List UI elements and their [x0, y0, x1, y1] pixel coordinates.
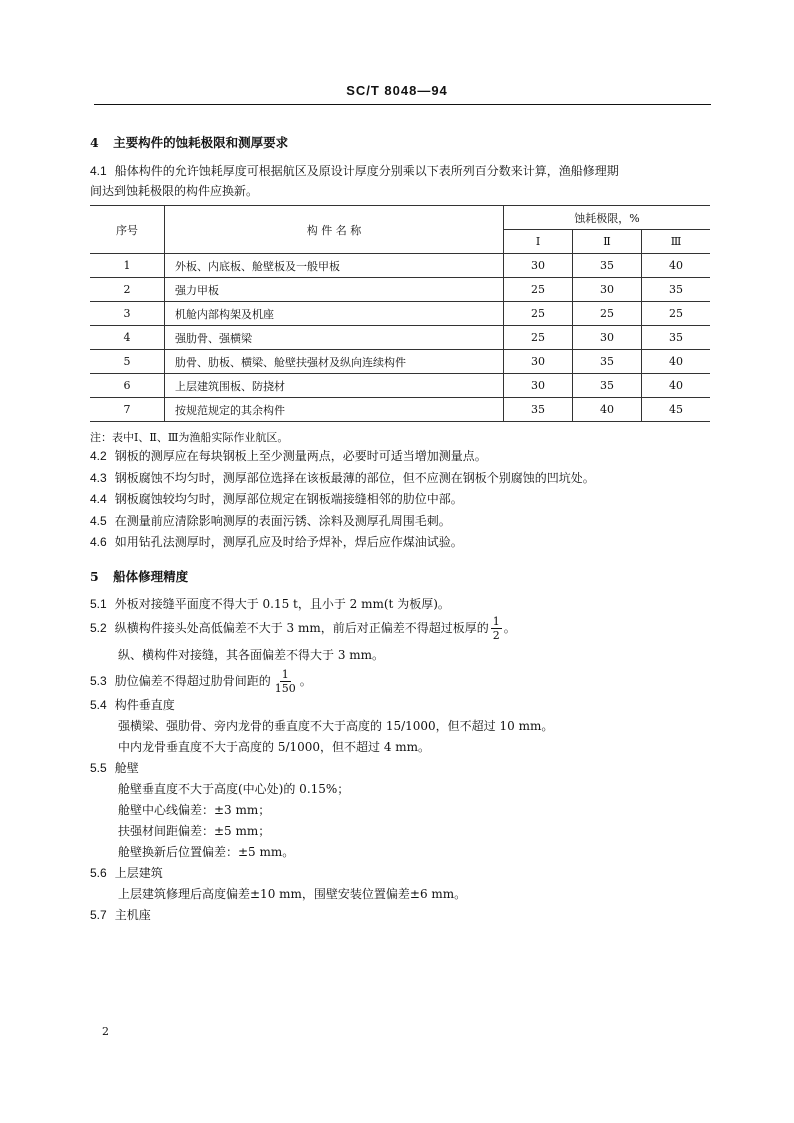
para-4-4 [90, 489, 463, 509]
table-cell-value: 25 [642, 302, 711, 326]
table-cell-name: 强力甲板 [165, 278, 504, 302]
header-rule [94, 104, 711, 105]
table-header-zone-1: Ⅰ [504, 230, 573, 254]
table-cell-seq: 3 [90, 302, 165, 326]
para-number: 4.2 [90, 449, 107, 463]
para-5-4-heading [90, 695, 175, 715]
para-5-6-heading [90, 863, 163, 883]
para-5-6-line1: 上层建筑修理后高度偏差±10 mm，围壁安装位置偏差±6 mm。 [118, 887, 467, 901]
para-4-1-text: 船体构件的允许蚀耗厚度可根据航区及原设计厚度分别乘以下表所列百分数来计算，渔船修理期 [114, 164, 619, 178]
table-cell-value: 30 [573, 278, 642, 302]
fraction-denominator: 150 [274, 682, 296, 695]
table-cell-value: 40 [573, 398, 642, 422]
table-cell-value: 30 [504, 350, 573, 374]
fraction-numerator: 1 [492, 615, 500, 628]
table-header-name: 构 件 名 称 [165, 206, 504, 254]
section-4-heading [90, 133, 288, 151]
section-5-heading [90, 567, 188, 585]
para-5-5-line3: 扶强材间距偏差：±5 mm； [118, 824, 271, 838]
table-row [90, 398, 710, 422]
para-text: 钢板腐蚀不均匀时，测厚部位选择在该板最薄的部位，但不应测在钢板个别腐蚀的凹坑处。 [114, 471, 595, 485]
table-cell-value: 30 [504, 254, 573, 278]
para-5-5-heading [90, 758, 139, 778]
table-cell-value: 35 [573, 350, 642, 374]
table-note: 注：表中Ⅰ、Ⅱ、Ⅲ为渔船实际作业航区。 [90, 431, 289, 444]
table-row [90, 326, 710, 350]
para-number: 4.4 [90, 492, 107, 506]
table-cell-name: 按规范规定的其余构件 [165, 398, 504, 422]
para-5-5-line1: 舱壁垂直度不大于高度(中心处)的 0.15%； [118, 782, 350, 796]
para-text: 钢板的测厚应在每块钢板上至少测量两点，必要时可适当增加测量点。 [114, 449, 487, 463]
doc-header: SC/T 8048—94 [346, 83, 448, 98]
para-4-1-line1 [90, 161, 619, 181]
table-cell-value: 35 [642, 278, 711, 302]
table-header-zone-3: Ⅲ [642, 230, 711, 254]
para-5-4-line1: 强横梁、强肋骨、旁内龙骨的垂直度不大于高度的 15/1000，但不超过 10 mm。 [118, 719, 554, 733]
para-text: 肋位偏差不得超过肋骨间距的 [114, 674, 271, 688]
para-5-5-line4: 舱壁换新后位置偏差：±5 mm。 [118, 845, 295, 859]
section-5-number: 5 [90, 569, 99, 584]
table-cell-value: 35 [573, 374, 642, 398]
para-4-5 [90, 511, 451, 531]
table-cell-value: 35 [573, 254, 642, 278]
fraction-one-150 [273, 669, 298, 694]
table-cell-value: 40 [642, 254, 711, 278]
table-header-zone-2: Ⅱ [573, 230, 642, 254]
para-number: 5.4 [90, 698, 107, 712]
table-cell-name: 肋骨、肋板、横梁、舱壁扶强材及纵向连续构件 [165, 350, 504, 374]
table-cell-seq: 2 [90, 278, 165, 302]
para-number: 5.1 [90, 597, 107, 611]
para-title: 舱壁 [114, 761, 139, 775]
para-text: 钢板腐蚀较均匀时，测厚部位规定在钢板端接缝相邻的肋位中部。 [114, 492, 463, 506]
para-5-4-line2: 中内龙骨垂直度不大于高度的 5/1000，但不超过 4 mm。 [118, 740, 431, 754]
table-row [90, 254, 710, 278]
table-cell-value: 25 [573, 302, 642, 326]
table-row [90, 302, 710, 326]
table-cell-value: 25 [504, 278, 573, 302]
table-cell-seq: 7 [90, 398, 165, 422]
table-cell-seq: 4 [90, 326, 165, 350]
fraction-denominator: 2 [492, 629, 500, 642]
section-5-title: 船体修理精度 [113, 569, 189, 584]
table-cell-seq: 5 [90, 350, 165, 374]
fraction-half [491, 616, 502, 641]
para-number: 4.5 [90, 514, 107, 528]
section-4-title: 主要构件的蚀耗极限和测厚要求 [113, 135, 289, 150]
para-text: 在测量前应清除影响测厚的表面污锈、涂料及测厚孔周围毛刺。 [114, 514, 451, 528]
para-end: 。 [299, 674, 312, 688]
table-row [90, 350, 710, 374]
table-cell-value: 45 [642, 398, 711, 422]
para-4-6 [90, 532, 463, 552]
fraction-numerator: 1 [281, 668, 289, 681]
table-cell-value: 35 [504, 398, 573, 422]
para-title: 构件垂直度 [114, 698, 175, 712]
para-5-5-line2: 舱壁中心线偏差：±3 mm； [118, 803, 271, 817]
table-cell-seq: 6 [90, 374, 165, 398]
para-number: 5.3 [90, 674, 107, 688]
para-5-3 [90, 668, 312, 694]
table-cell-value: 25 [504, 326, 573, 350]
para-number: 5.7 [90, 908, 107, 922]
para-5-2 [90, 616, 516, 641]
table-cell-name: 上层建筑围板、防挠材 [165, 374, 504, 398]
table-cell-value: 40 [642, 350, 711, 374]
para-title: 主机座 [114, 908, 151, 922]
table-cell-value: 30 [504, 374, 573, 398]
table-cell-name: 强肋骨、强横梁 [165, 326, 504, 350]
para-4-1-number: 4.1 [90, 164, 107, 178]
para-number: 4.3 [90, 471, 107, 485]
para-number: 4.6 [90, 535, 107, 549]
para-5-1 [90, 594, 450, 614]
para-4-1-line2: 间达到蚀耗极限的构件应换新。 [90, 184, 259, 198]
para-number: 5.6 [90, 866, 107, 880]
para-5-2-line2: 纵、横构件对接缝，其各面偏差不得大于 3 mm。 [118, 648, 385, 662]
table-row [90, 278, 710, 302]
para-4-2 [90, 446, 487, 466]
para-4-3 [90, 468, 595, 488]
para-text: 纵横构件接头处高低偏差不大于 3 mm，前后对正偏差不得超过板厚的 [114, 621, 489, 635]
table-header-limit: 蚀耗极限，% [504, 206, 711, 230]
table-cell-name: 机舱内部构架及机座 [165, 302, 504, 326]
para-number: 5.5 [90, 761, 107, 775]
para-5-7-heading [90, 905, 151, 925]
para-number: 5.2 [90, 621, 107, 635]
table-cell-value: 40 [642, 374, 711, 398]
table-cell-name: 外板、内底板、舱壁板及一般甲板 [165, 254, 504, 278]
table-cell-seq: 1 [90, 254, 165, 278]
para-text: 如用钻孔法测厚时，测厚孔应及时给予焊补，焊后应作煤油试验。 [114, 535, 463, 549]
section-4-number: 4 [90, 135, 99, 150]
table-row [90, 374, 710, 398]
table-cell-value: 30 [573, 326, 642, 350]
page-number: 2 [102, 1025, 109, 1038]
para-text: 外板对接缝平面度不得大于 0.15 t，且小于 2 mm(t 为板厚)。 [114, 597, 450, 611]
para-end: 。 [503, 621, 516, 635]
corrosion-limit-table [90, 205, 710, 422]
table-cell-value: 25 [504, 302, 573, 326]
para-title: 上层建筑 [114, 866, 163, 880]
table-cell-value: 35 [642, 326, 711, 350]
table-header-seq: 序号 [90, 206, 165, 254]
